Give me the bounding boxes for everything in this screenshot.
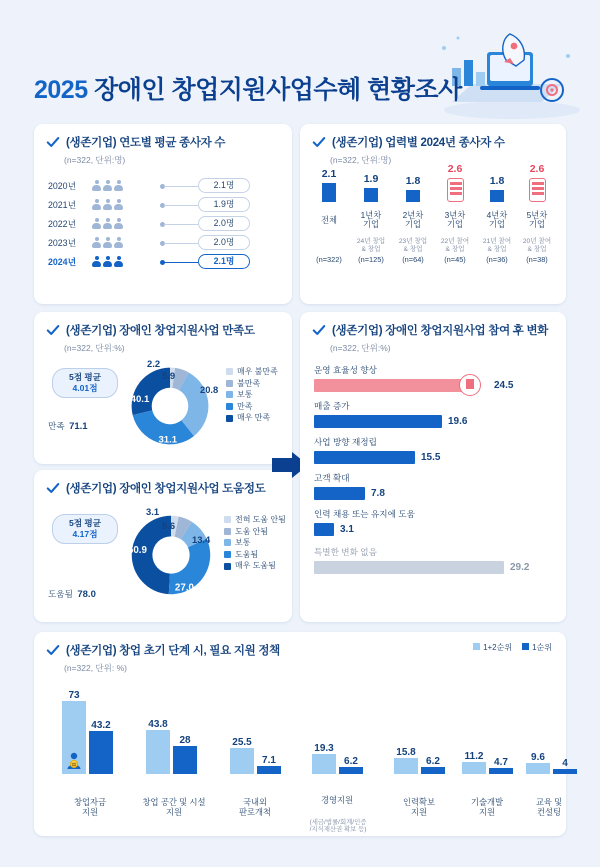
bar [314, 379, 474, 392]
legend-item [224, 514, 286, 526]
bar-label: 운영 효율성 향상 [314, 365, 377, 375]
legend-label: 1+2순위 [483, 643, 513, 652]
bar-value-2: 28 [179, 735, 191, 746]
change-bar-list [300, 354, 566, 574]
sample-size: (n=45) [444, 255, 466, 264]
bar [314, 523, 334, 536]
bar-item [314, 436, 552, 464]
check-icon [312, 135, 326, 149]
bar-sublabel: 24년 창업 & 창업 [356, 238, 386, 254]
card-satisfaction [34, 312, 292, 464]
legend-item [224, 549, 286, 561]
money-person-icon [66, 752, 82, 770]
table-row [48, 233, 292, 252]
bar-sublabel: 21년 참여 & 창업 [482, 238, 512, 254]
leader-line [164, 243, 198, 244]
legend-item [226, 401, 278, 413]
leader-line [164, 205, 198, 206]
bar-value: 1.9 [363, 173, 379, 185]
card2-header [300, 124, 566, 150]
bar-sublabel: 20년 참여 & 창업 [522, 238, 552, 254]
bar [322, 183, 336, 202]
svg-text:31.1: 31.1 [158, 434, 178, 446]
card1-header [34, 124, 292, 150]
bar-label: 5년차 기업 [526, 209, 548, 230]
card4-legend [224, 514, 286, 572]
bar-item [314, 472, 552, 500]
bar-value-1: 15.8 [396, 747, 416, 758]
bar-label: 3년차 기업 [444, 209, 466, 230]
bar-group [62, 690, 113, 774]
bar-value: 15.5 [421, 452, 441, 463]
svg-text:₩: ₩ [71, 762, 77, 769]
bar [490, 190, 504, 202]
bar-label: 인력 채용 또는 유지에 도움 [314, 509, 415, 519]
legend-item [226, 412, 278, 424]
bar-item [314, 400, 552, 428]
leader-line [164, 262, 198, 263]
sample-size: (n=64) [402, 255, 424, 264]
sample-size: (n=322) [316, 255, 342, 264]
bar-value: 29.2 [510, 562, 530, 573]
legend-label: 매우 도움됨 [235, 561, 276, 571]
bar-item [314, 508, 552, 536]
bar-group-sublabel: (세금/법률/회계/인증 /지식재산권 확보 등) [309, 818, 367, 834]
people-icon-group [92, 180, 160, 191]
legend-item [224, 560, 286, 572]
card-needed-policies [34, 632, 566, 836]
legend-label: 전혀 도움 안됨 [235, 515, 286, 524]
bar-1 [146, 730, 170, 774]
check-icon [46, 135, 60, 149]
row-year: 2024년 [48, 257, 77, 267]
page-title-text: 장애인 창업지원사업수혜 현황조사 [94, 76, 462, 104]
bar-1 [526, 763, 550, 774]
card2-title: (생존기업) 업력별 2024년 종사자 수 [332, 137, 505, 149]
legend-item [224, 526, 286, 538]
slice-label-5-9: 5.9 [162, 370, 176, 381]
bar-label: 고객 확대 [314, 473, 350, 483]
bar-value: 19.6 [448, 416, 468, 427]
bar-value-1: 73 [68, 690, 80, 701]
slice-label-3-1: 3.1 [146, 506, 160, 517]
card3-header [34, 312, 292, 338]
card5-unit: (n=322, 단위:%) [330, 343, 391, 353]
bar-value-2: 4.7 [494, 757, 508, 768]
card-helpfulness [34, 470, 292, 622]
page-title [34, 70, 462, 106]
svg-text:50.9: 50.9 [127, 545, 147, 557]
bar-value-1: 43.8 [148, 719, 168, 730]
legend-label: 만족 [237, 401, 253, 411]
people-icon-group [92, 199, 160, 210]
bar-value-2: 6.2 [426, 756, 440, 767]
people-icon-group [92, 218, 160, 229]
bar-group [312, 743, 363, 774]
bar-group-label: 경영지원 [320, 795, 354, 806]
average-badge [52, 514, 118, 544]
legend-label: 매우 만족 [237, 413, 271, 423]
bar-group [230, 737, 281, 774]
bar-value: 2.6 [447, 163, 463, 175]
bar-group-highlight [432, 163, 478, 202]
bar-2 [339, 767, 363, 774]
bar-value: 3.1 [340, 524, 354, 535]
card6-legend [473, 642, 552, 653]
legend-label: 1순위 [532, 643, 552, 652]
bar-value: 2.6 [529, 163, 545, 175]
card-change-after [300, 312, 566, 622]
bar-group [146, 719, 197, 774]
legend-label: 불만족 [237, 378, 261, 388]
card1-title: (생존기업) 연도별 평균 종사자 수 [66, 137, 226, 149]
bar-group-label: 국내외 판로개척 [238, 797, 272, 818]
average-value: 4.01점 [72, 383, 98, 394]
bar-2 [173, 746, 197, 774]
bar-group-label: 창업자금 지원 [73, 797, 107, 818]
bar-value-2: 7.1 [262, 755, 276, 766]
legend-item [522, 642, 552, 653]
bar-value: 7.8 [371, 488, 385, 499]
row-year: 2020년 [48, 181, 77, 191]
bar-value: 1.8 [489, 175, 505, 187]
bar [406, 190, 420, 202]
sample-size: (n=125) [358, 255, 384, 264]
bar-value-2: 4 [562, 758, 568, 769]
sample-size: (n=38) [526, 255, 548, 264]
legend-item [226, 389, 278, 401]
summary-value: 78.0 [77, 589, 96, 600]
legend-label: 도움됨 [235, 549, 259, 559]
bar-group-label: 인력확보 지원 [402, 797, 436, 818]
bar [314, 487, 365, 500]
table-row [48, 195, 292, 214]
bar-label: 특별한 변화 없음 [314, 547, 377, 557]
slice-label-20-8: 20.8 [200, 384, 219, 395]
bar-group [462, 751, 513, 774]
row-value: 2.0명 [198, 216, 250, 231]
legend-item [226, 378, 278, 390]
bar-label: 4년차 기업 [486, 209, 508, 230]
slice-label-5-6: 5.6 [162, 520, 176, 531]
card3-legend [226, 366, 278, 424]
summary-value: 71.1 [69, 421, 88, 432]
card-employees-by-experience [300, 124, 566, 304]
bar-value-1: 25.5 [232, 737, 252, 748]
svg-text:27.0: 27.0 [174, 582, 194, 594]
bar-value-1: 19.3 [314, 743, 334, 754]
bar-group-highlight [514, 163, 560, 202]
bar-value: 1.8 [405, 175, 421, 187]
svg-text:40.1: 40.1 [130, 394, 150, 406]
bar-label: 전체 [320, 215, 338, 226]
check-icon [312, 323, 326, 337]
legend-label: 도움 안됨 [235, 526, 269, 536]
row-value: 1.9명 [198, 197, 250, 212]
average-badge [52, 368, 118, 398]
row-year: 2021년 [48, 200, 77, 210]
bar-2 [89, 731, 113, 774]
table-row [48, 176, 292, 195]
bar-group [390, 175, 436, 202]
table-row [48, 252, 292, 271]
bar-label: 1년차 기업 [360, 209, 382, 230]
bar-label: 2년차 기업 [402, 209, 424, 230]
bar [314, 415, 442, 428]
card5-header [300, 312, 566, 338]
bar-label: 사업 방향 재정립 [314, 437, 377, 447]
card3-title: (생존기업) 장애인 창업지원사업 만족도 [66, 325, 255, 337]
slice-label-2-2: 2.2 [147, 358, 161, 369]
card-yearly-employees [34, 124, 292, 304]
card2-unit: (n=322, 단위:명) [330, 155, 392, 165]
check-icon [46, 643, 60, 657]
bar-group-label: 기술개발 지원 [470, 797, 504, 818]
bar-group-label: 교육 및 컨설팅 [535, 797, 563, 818]
bar-value-1: 9.6 [531, 752, 545, 763]
slice-label-13-4: 13.4 [192, 534, 211, 545]
row-value: 2.1명 [198, 178, 250, 193]
legend-label: 보통 [235, 538, 251, 548]
table-row [48, 214, 292, 233]
card6-unit: (n=322, 단위: %) [64, 663, 127, 673]
legend-item [226, 366, 278, 378]
average-value: 4.17점 [72, 529, 98, 540]
bar-1 [312, 754, 336, 774]
bar-value: 2.1 [321, 168, 337, 180]
bar-group [348, 173, 394, 202]
legend-item [473, 642, 512, 653]
bar-item [314, 546, 552, 574]
bar [364, 188, 378, 202]
page-title-year: 2025 [34, 76, 88, 104]
bar-2 [421, 767, 445, 774]
bar-1 [394, 758, 418, 774]
bar-2 [489, 768, 513, 774]
card3-unit: (n=322, 단위:%) [64, 343, 125, 353]
card6-title: (생존기업) 창업 초기 단계 시, 필요 지원 정책 [66, 645, 280, 657]
people-icon-group [92, 256, 160, 267]
leader-line [164, 186, 198, 187]
bar-label: 매출 증가 [314, 401, 350, 411]
legend-item [224, 537, 286, 549]
helpfulness-summary [48, 584, 96, 602]
bar-value-1: 11.2 [464, 751, 484, 762]
card4-title: (생존기업) 장애인 창업지원사업 도움정도 [66, 483, 266, 495]
bar-sublabel: 22년 참여 & 창업 [440, 238, 470, 254]
bar-value: 24.5 [494, 380, 514, 391]
bar-1 [230, 748, 254, 774]
building-icon [447, 178, 464, 202]
legend-label: 매우 불만족 [237, 367, 278, 376]
check-icon [46, 481, 60, 495]
average-label: 5점 평균 [68, 518, 102, 528]
bar-2 [257, 766, 281, 774]
bar-group [394, 747, 445, 774]
row-year: 2023년 [48, 238, 77, 248]
bar-item [314, 364, 552, 392]
bar-group-label: 창업 공간 및 시설 지원 [142, 797, 206, 818]
building-icon [529, 178, 546, 202]
legend-label: 보통 [237, 390, 253, 400]
experience-bar-chart [300, 163, 566, 288]
bar [314, 451, 415, 464]
card5-title: (생존기업) 장애인 창업지원사업 참여 후 변화 [332, 325, 549, 337]
bar-value-2: 43.2 [91, 720, 111, 731]
satisfaction-summary [48, 416, 88, 434]
bar [314, 561, 504, 574]
check-icon [46, 323, 60, 337]
bar-sublabel: 23년 창업 & 창업 [398, 238, 428, 254]
sample-size: (n=36) [486, 255, 508, 264]
bar-2 [553, 769, 577, 774]
row-value: 2.0명 [198, 235, 250, 250]
bar-value-2: 6.2 [344, 756, 358, 767]
leader-line [164, 224, 198, 225]
summary-label: 도움됨 [48, 589, 73, 599]
summary-label: 만족 [48, 421, 65, 431]
people-icon-group [92, 237, 160, 248]
bar-group [526, 752, 577, 774]
average-label: 5점 평균 [68, 372, 102, 382]
bar-group [306, 168, 352, 202]
card1-unit: (n=322, 단위:명) [64, 155, 126, 165]
bar-1 [62, 701, 86, 774]
row-value: 2.1명 [198, 254, 250, 269]
row-year: 2022년 [48, 219, 77, 229]
bar-1 [462, 762, 486, 774]
card4-header [34, 470, 292, 496]
